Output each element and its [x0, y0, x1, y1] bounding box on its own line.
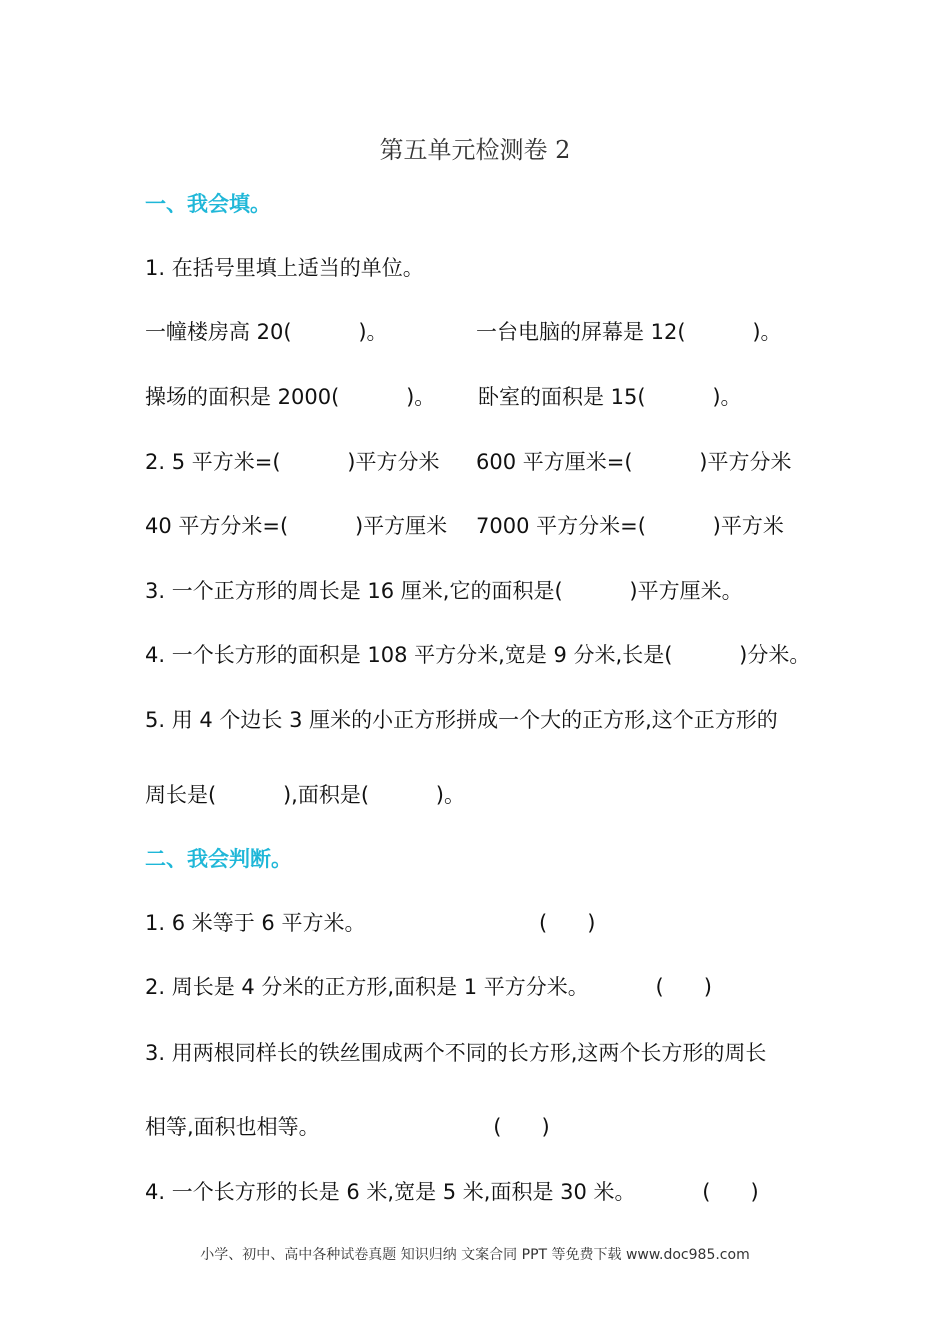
page-footer: 小学、初中、高中各种试卷真题 知识归纳 文案合同 PPT 等免费下载 www.doc985.com — [200, 1247, 750, 1263]
question-5-line2: 周长是( ),面积是( )。 — [145, 783, 465, 807]
question-2b: 600 平方厘米=( )平方分米 — [476, 450, 792, 474]
question-2d: 7000 平方分米=( )平方米 — [476, 514, 784, 538]
page-title: 第五单元检测卷 2 — [379, 136, 571, 164]
judge-3-line2: 相等,面积也相等。 ( ) — [145, 1115, 550, 1139]
question-2c: 40 平方分米=( )平方厘米 — [145, 514, 448, 538]
question-1d: 卧室的面积是 15( )。 — [478, 385, 742, 409]
judge-2: 2. 周长是 4 分米的正方形,面积是 1 平方分米。 ( ) — [145, 975, 712, 999]
question-3: 3. 一个正方形的周长是 16 厘米,它的面积是( )平方厘米。 — [145, 579, 743, 603]
judge-3-line1: 3. 用两根同样长的铁丝围成两个不同的长方形,这两个长方形的周长 — [145, 1041, 767, 1065]
question-1: 1. 在括号里填上适当的单位。 — [145, 256, 424, 280]
question-1a: 一幢楼房高 20( )。 — [145, 320, 388, 344]
judge-1: 1. 6 米等于 6 平方米。 ( ) — [145, 911, 596, 935]
question-1c: 操场的面积是 2000( )。 — [145, 385, 436, 409]
section-heading-fill: 一、我会填。 — [145, 192, 271, 216]
question-1b: 一台电脑的屏幕是 12( )。 — [476, 320, 782, 344]
question-4: 4. 一个长方形的面积是 108 平方分米,宽是 9 分米,长是( )分米。 — [145, 643, 811, 667]
question-2a: 2. 5 平方米=( )平方分米 — [145, 450, 440, 474]
section-heading-judge: 二、我会判断。 — [145, 847, 292, 871]
question-5-line1: 5. 用 4 个边长 3 厘米的小正方形拼成一个大的正方形,这个正方形的 — [145, 708, 778, 732]
judge-4: 4. 一个长方形的长是 6 米,宽是 5 米,面积是 30 米。 ( ) — [145, 1180, 759, 1204]
